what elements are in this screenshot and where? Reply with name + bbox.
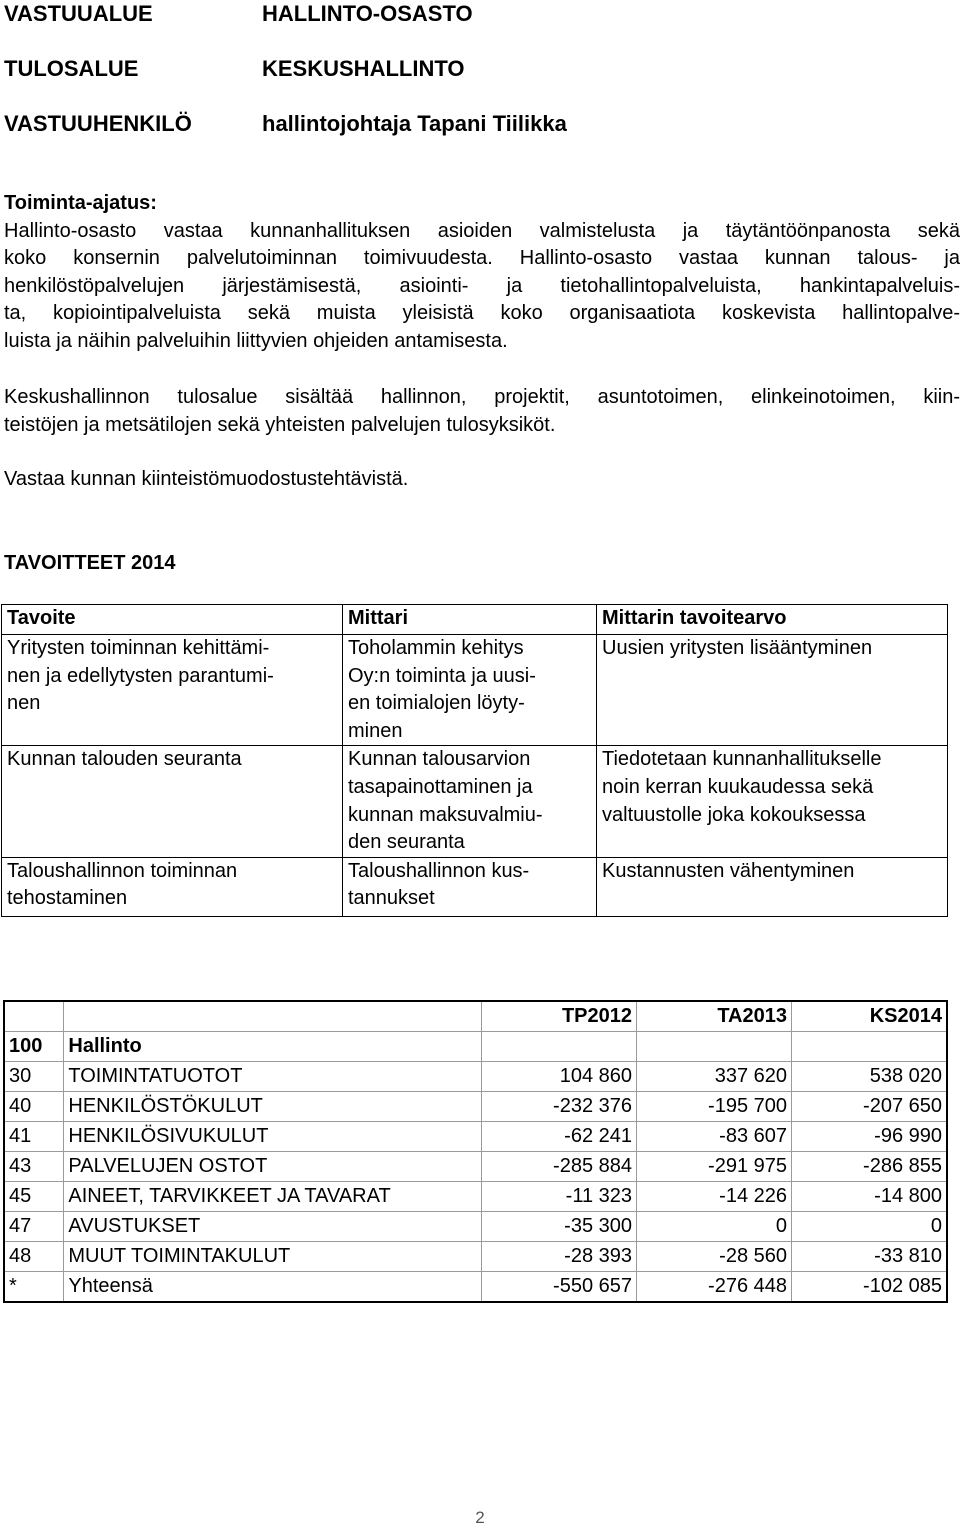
paragraph-line: henkilöstöpalvelujen järjestämisestä, asiointi- ja tietohallintopalveluista, hankintapalveluis- (4, 274, 960, 297)
finance-section-row (4, 1032, 947, 1062)
value-cell: -291 975 (637, 1152, 792, 1182)
cell-line: Taloushallinnon kus- (348, 859, 530, 882)
header-value: KESKUSHALLINTO (262, 56, 465, 81)
goals-header-row (2, 605, 948, 635)
empty-cell (64, 1001, 482, 1032)
cell-line: Tiedotetaan kunnanhallitukselle (602, 748, 882, 771)
value-cell: -102 085 (792, 1272, 948, 1303)
value-cell: -195 700 (637, 1092, 792, 1122)
cell-line: Toholammin kehitys (348, 637, 524, 659)
metric-cell (343, 857, 597, 916)
finance-table (3, 1000, 948, 1303)
goals-header-cell: Tavoite (2, 605, 343, 635)
mission-title: Toiminta-ajatus: (4, 192, 157, 214)
row-name: HENKILÖSTÖKULUT (64, 1092, 482, 1122)
row-code: 48 (4, 1242, 64, 1272)
cell-line: Oy:n toiminta ja uusi- (348, 664, 536, 687)
value-cell: 0 (792, 1212, 948, 1242)
finance-row (4, 1152, 947, 1182)
value-cell: -14 226 (637, 1182, 792, 1212)
cell-line: kunnan maksuvalmiu- (348, 803, 543, 826)
paragraph-line: Keskushallinnon tulosalue sisältää hallinnon, projektit, asuntotoimen, elinkeinotoimen, kiin- (4, 386, 960, 408)
goal-cell (2, 635, 343, 746)
finance-total-row (4, 1272, 947, 1303)
paragraph-line: ta, kopiointipalveluista sekä muista yleisistä koko organisaatiota koskevista hallintopalve- (4, 302, 960, 325)
header-key: VASTUUALUE (4, 1, 153, 26)
row-name: PALVELUJEN OSTOT (64, 1152, 482, 1182)
finance-row (4, 1062, 947, 1092)
goals-row (2, 857, 948, 916)
value-cell: -207 650 (792, 1092, 948, 1122)
tulosalue-paragraph (4, 384, 960, 439)
finance-row (4, 1092, 947, 1122)
paragraph-line: Hallinto-osasto vastaa kunnanhallituksen asioiden valmistelusta ja täytäntöönpanosta sekä (4, 219, 960, 242)
value-cell: -62 241 (482, 1122, 637, 1152)
cell-line: Kustannusten vähentyminen (602, 859, 855, 882)
value-cell: -285 884 (482, 1152, 637, 1182)
goal-cell (2, 857, 343, 916)
row-name: AVUSTUKSET (64, 1212, 482, 1242)
value-cell: 104 860 (482, 1062, 637, 1092)
cell-line: tehostaminen (7, 887, 128, 910)
cell-line: noin kerran kuukaudessa sekä (602, 775, 874, 798)
goals-row (2, 635, 948, 746)
goal-cell (2, 746, 343, 857)
value-cell: 337 620 (637, 1062, 792, 1092)
paragraph-line: luista ja näihin palveluihin liittyvien ohjeiden antamisesta. (4, 329, 508, 352)
cell-line: en toimialojen löyty- (348, 692, 525, 715)
cell-line: nen ja edellytysten parantumi- (7, 664, 274, 687)
value-cell: -35 300 (482, 1212, 637, 1242)
paragraph-line: Vastaa kunnan kiinteistömuodostustehtävistä. (4, 468, 409, 490)
value-cell: 538 020 (792, 1062, 948, 1092)
row-code: 30 (4, 1062, 64, 1092)
value-cell: -96 990 (792, 1122, 948, 1152)
goals-table (1, 604, 948, 917)
goals-title: TAVOITTEET 2014 (4, 552, 176, 574)
row-name: Yhteensä (64, 1272, 482, 1303)
row-code: 43 (4, 1152, 64, 1182)
goals-header-cell: Mittari (343, 605, 597, 635)
finance-row (4, 1122, 947, 1152)
row-name: Hallinto (64, 1032, 482, 1062)
header-value: hallintojohtaja Tapani Tiilikka (262, 111, 567, 136)
value-cell: 0 (637, 1212, 792, 1242)
target-cell (597, 635, 948, 746)
row-code: 100 (4, 1032, 64, 1062)
row-code: 47 (4, 1212, 64, 1242)
paragraph-line: koko konsernin palvelutoiminnan toimivuudesta. Hallinto-osasto vastaa kunnan talous- ja (4, 247, 960, 270)
metric-cell (343, 635, 597, 746)
cell-line: tannukset (348, 887, 435, 910)
column-header: TA2013 (637, 1001, 792, 1032)
row-code: 45 (4, 1182, 64, 1212)
row-code: 41 (4, 1122, 64, 1152)
empty-cell (637, 1032, 792, 1062)
cell-line: Kunnan talouden seuranta (7, 748, 242, 771)
paragraph-line: teistöjen ja metsätilojen sekä yhteisten palvelujen tulosyksiköt. (4, 413, 556, 436)
cell-line: den seuranta (348, 831, 465, 854)
cell-line: Kunnan talousarvion (348, 748, 531, 771)
value-cell: -11 323 (482, 1182, 637, 1212)
finance-row (4, 1242, 947, 1272)
cell-line: valtuustolle joka kokouksessa (602, 803, 866, 826)
value-cell: -83 607 (637, 1122, 792, 1152)
row-name: AINEET, TARVIKKEET JA TAVARAT (64, 1182, 482, 1212)
kiinteisto-paragraph (4, 466, 960, 494)
row-code: * (4, 1272, 64, 1303)
cell-line: minen (348, 719, 403, 742)
cell-line: nen (7, 692, 41, 715)
header-value: HALLINTO-OSASTO (262, 1, 473, 26)
column-header: KS2014 (792, 1001, 948, 1032)
empty-cell (482, 1032, 637, 1062)
row-name: TOIMINTATUOTOT (64, 1062, 482, 1092)
metric-cell (343, 746, 597, 857)
row-code: 40 (4, 1092, 64, 1122)
value-cell: -14 800 (792, 1182, 948, 1212)
page-number: 2 (475, 1508, 485, 1527)
cell-line: Uusien yritysten lisääntyminen (602, 637, 873, 659)
value-cell: -232 376 (482, 1092, 637, 1122)
column-header: TP2012 (482, 1001, 637, 1032)
cell-line: Yritysten toiminnan kehittämi- (7, 637, 270, 659)
row-name: HENKILÖSIVUKULUT (64, 1122, 482, 1152)
target-cell (597, 857, 948, 916)
row-name: MUUT TOIMINTAKULUT (64, 1242, 482, 1272)
goals-row (2, 746, 948, 857)
finance-header-row (4, 1001, 947, 1032)
finance-row (4, 1182, 947, 1212)
value-cell: -33 810 (792, 1242, 948, 1272)
header-key: VASTUUHENKILÖ (4, 111, 192, 136)
empty-cell (4, 1001, 64, 1032)
finance-row (4, 1212, 947, 1242)
value-cell: -286 855 (792, 1152, 948, 1182)
goals-header-cell: Mittarin tavoitearvo (597, 605, 948, 635)
empty-cell (792, 1032, 948, 1062)
header-key: TULOSALUE (4, 56, 139, 81)
mission-section (4, 190, 960, 356)
cell-line: tasapainottaminen ja (348, 775, 533, 798)
value-cell: -276 448 (637, 1272, 792, 1303)
value-cell: -28 560 (637, 1242, 792, 1272)
value-cell: -28 393 (482, 1242, 637, 1272)
value-cell: -550 657 (482, 1272, 637, 1303)
target-cell (597, 746, 948, 857)
cell-line: Taloushallinnon toiminnan (7, 859, 238, 882)
